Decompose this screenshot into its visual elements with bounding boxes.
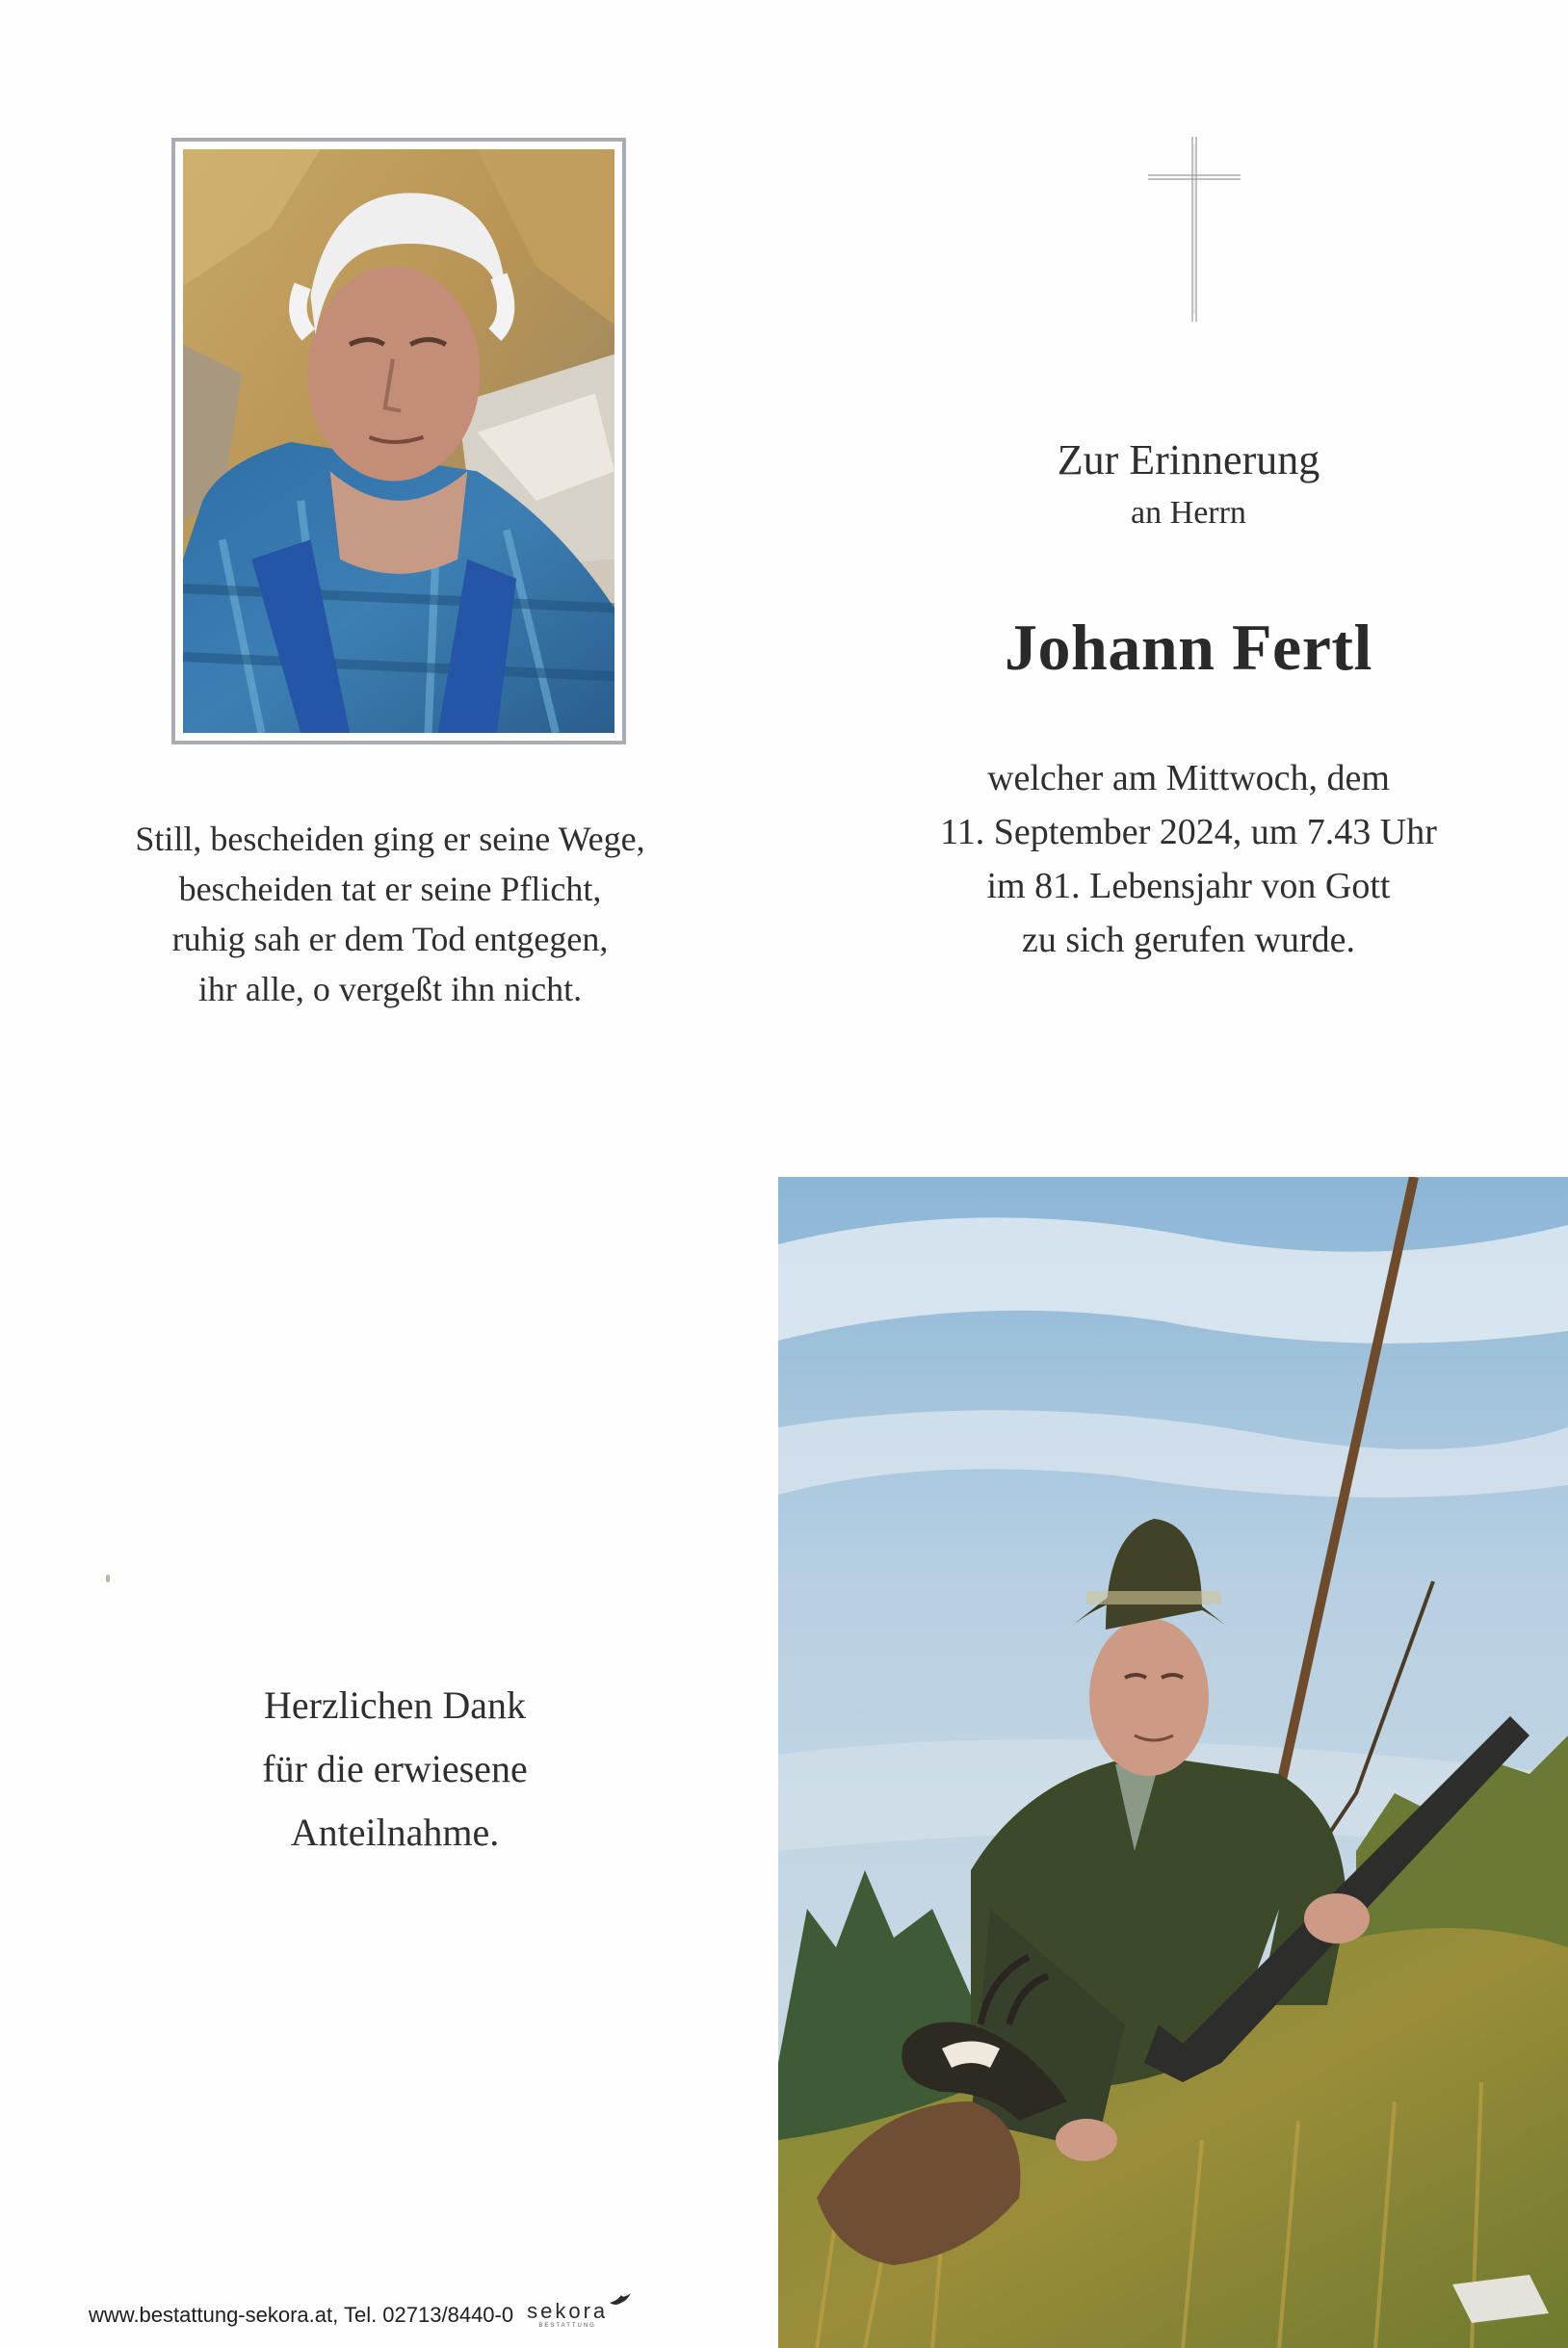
death-notice-line: welcher am Mittwoch, dem bbox=[987, 758, 1390, 798]
hunting-photo bbox=[778, 1177, 1568, 2348]
poem-line: bescheiden tat er seine Pflicht, bbox=[178, 870, 602, 908]
latin-cross-icon bbox=[1146, 135, 1242, 324]
poem bbox=[77, 814, 703, 1014]
memory-heading bbox=[803, 431, 1568, 537]
hunting-image bbox=[778, 1177, 1568, 2348]
logo-wordmark: sekora bbox=[527, 2299, 609, 2323]
footer bbox=[89, 2298, 608, 2333]
scan-speck bbox=[106, 1575, 110, 1582]
footer-contact: www.bestattung-sekora.at, Tel. 02713/8440-0 bbox=[89, 2303, 514, 2327]
deceased-name: Johann Fertl bbox=[1005, 611, 1372, 684]
bird-icon bbox=[608, 2291, 633, 2309]
portrait-photo bbox=[171, 138, 626, 744]
logo-tagline: BESTATTUNG bbox=[538, 2323, 596, 2329]
death-notice bbox=[803, 751, 1568, 967]
sekora-logo bbox=[527, 2301, 608, 2330]
thanks-line: Anteilnahme. bbox=[290, 1811, 500, 1854]
thanks-line: für die erwiesene bbox=[262, 1747, 528, 1790]
death-notice-line: zu sich gerufen wurde. bbox=[1021, 920, 1356, 960]
thanks-message bbox=[58, 1674, 732, 1865]
memory-subtitle: an Herrn bbox=[1131, 495, 1246, 531]
memory-title: Zur Erinnerung bbox=[1057, 436, 1320, 483]
poem-line: ruhig sah er dem Tod entgegen, bbox=[171, 920, 609, 958]
poem-line: Still, bescheiden ging er seine Wege, bbox=[135, 820, 645, 858]
death-notice-line: im 81. Lebensjahr von Gott bbox=[986, 866, 1391, 906]
death-notice-line: 11. September 2024, um 7.43 Uhr bbox=[940, 812, 1437, 852]
portrait-image bbox=[183, 149, 614, 733]
poem-line: ihr alle, o vergeßt ihn nicht. bbox=[197, 970, 583, 1008]
thanks-line: Herzlichen Dank bbox=[263, 1683, 527, 1727]
